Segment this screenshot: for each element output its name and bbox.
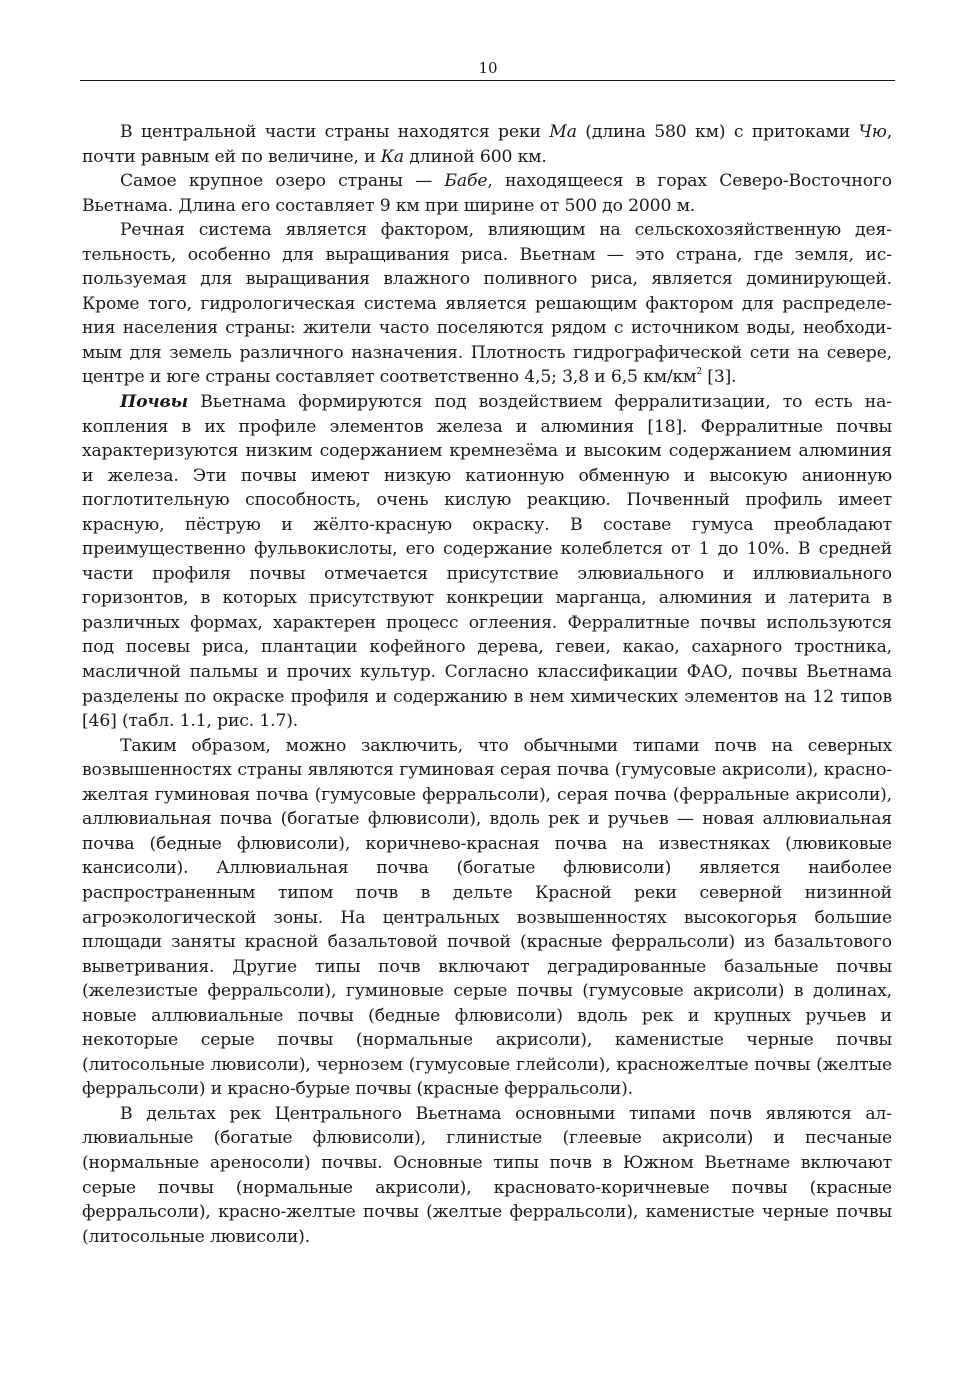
paragraph-river-system: Речная система является фактором, влияющим на сельскохозяйственную деятельность, особенно для выращивания риса. Вьетнам — это страна, где земля, используемая для выращивания влажного поливного риса, является доминирующей. Кроме того, гидрологическая система является решающим фактором для распределения населения страны: жители часто поселяются рядом с источником воды, необходимым для земель различного назначения. Плотность гидрографической сети на севере, центре и юге страны составляет соответственно 4,5; 3,8 и 6,5 $км/км^2$ [3]. [82, 220, 892, 388]
superscript-2: 2 [696, 366, 702, 377]
header-rule [80, 80, 895, 81]
page-number: 10 [478, 59, 498, 77]
paragraph-rivers: В центральной части страны находятся реки Ма (длина 580 км) с притоками Чю, почти равным ей по величине, и Ка длиной 600 км. [82, 122, 893, 167]
term-soils: Почвы [120, 392, 189, 413]
paragraph-soil-types-central-south: В дельтах рек Центрального Вьетнама основными типами почв являются аллювиальные (богатые флювисоли), глинистые (глеевые акрисоли) и песчаные (нормальные ареносоли) почвы. Основные типы почв в Южном Вьетнаме включают серые почвы (нормальные акрисоли), красновато-коричневые почвы (красные ферральсоли), красно-желтые почвы (желтые ферральсоли), каменистые черные почвы (литосольные лювисоли). [82, 1103, 892, 1247]
lake-name-babe: Бабе [444, 171, 488, 192]
paragraph-lake: Самое крупное озеро страны — Бабе, находящееся в горах Северо-Восточного Вьетнама. Длина его составляет 9 км при ширине от 500 до 2000 м. [82, 171, 892, 216]
river-name-ma: Ма [549, 122, 577, 142]
paragraph-soil-types-north: Таким образом, можно заключить, что обычными типами почв на северных возвышенностях страны являются гуминовая серая почва (гумусовые акрисоли), красно-желтая гуминовая почва (гумусовые ферральсоли), серая почва (ферральные акрисоли), аллювиальная почва (богатые флювисоли), вдоль рек и ручьев — новая аллювиальная почва (бедные флювисоли), коричнево-красная почва на известняках (лювиковые кансисоли). Аллювиальная почва (богатые флювисоли) является наиболее распространенным типом почв в дельте Красной реки северной низинной агроэкологической зоны. На центральных возвышенностях высокогорья большие площади заняты красной базальтовой почвой (красные ферральсоли) из базальтового выветривания. Другие типы почв включают деградированные базальные почвы (железистые ферральсоли), гуминовые серые почвы (гумусовые акрисоли) в долинах, новые аллювиальные почвы (бедные флювисоли) вдоль рек и крупных ручьев и некоторые серые почвы (нормальные акрисоли), каменистые черные почвы (литосольные лювисоли), чернозем (гумусовые глейсоли), красножелтые почвы (желтые ферральсоли) и красно-бурые почвы (красные ферральсоли). [82, 735, 892, 1100]
river-name-ka: Ка [380, 146, 404, 167]
river-name-chyu: Чю [858, 122, 887, 142]
paragraph-soils: Почвы Вьетнама формируются под воздействием ферралитизации, то есть накопления в их профиле элементов железа и алюминия [18]. Ферралитные почвы характеризуются низким содержанием кремнезёма и высоким содержанием алюминия и железа. Эти почвы имеют низкую катионную обменную и высокую анионную поглотительную способность, очень кислую реакцию. Почвенный профиль имеет красную, пёструю и жёлто-красную окраску. В составе гумуса преобладают преимущественно фульвокислоты, его содержание колеблется от 1 до 10%. В средней части профиля почвы отмечается присутствие элювиального и иллювиального горизонтов, в которых присутствуют конкреции марганца, алюминия и латерита в различных формах, характерен процесс оглеения. Ферралитные почвы используются под посевы риса, плантации кофейного дерева, гевеи, какао, сахарного тростника, масличной пальмы и прочих культур. Согласно классификации ФАО, почвы Вьетнама разделены по окраске профиля и содержанию в нем химических элементов на 12 типов [46] (табл. 1.1, рис. 1.7). [82, 392, 892, 732]
body-text [82, 120, 892, 1249]
